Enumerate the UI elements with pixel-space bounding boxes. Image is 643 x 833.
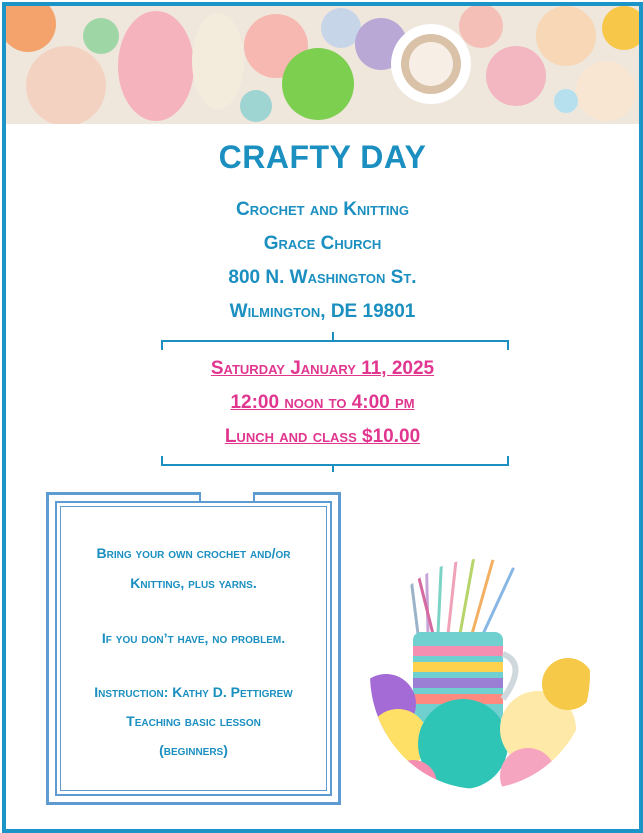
bracket-top-tick	[332, 332, 334, 340]
yarn-banner-image	[6, 6, 639, 124]
yarn-banner-illustration	[6, 6, 639, 124]
instructor-text: Instruction: Kathy D. Pettigrew	[94, 684, 293, 700]
box-notch	[199, 492, 255, 501]
flyer-frame	[2, 2, 643, 833]
no-problem-text: If you don’t have, no problem.	[101, 630, 286, 646]
venue-street: 800 N. Washington St.	[228, 267, 417, 288]
details-box	[46, 492, 341, 805]
event-price: Lunch and class $10.00	[224, 426, 421, 447]
bracket-bottom-tick	[332, 464, 334, 472]
crochet-mug-image	[368, 514, 593, 789]
event-time: 12:00 noon to 4:00 pm	[230, 392, 415, 413]
bracket-top	[161, 340, 509, 350]
lesson-text: Teaching basic lesson	[126, 713, 261, 729]
bracket-bottom	[161, 456, 509, 466]
venue-city: Wilmington, DE 19801	[229, 301, 416, 322]
bring-yarn-text: Knitting, plus yarns.	[130, 575, 257, 591]
level-text: (beginners)	[159, 742, 228, 758]
bring-supplies-text: Bring your own crochet and/or	[96, 545, 291, 561]
event-subtitle: Crochet and Knitting	[235, 199, 410, 220]
event-date: Saturday January 11, 2025	[210, 358, 435, 379]
page-title: CRAFTY DAY	[218, 139, 427, 175]
venue-name: Grace Church	[263, 233, 382, 254]
